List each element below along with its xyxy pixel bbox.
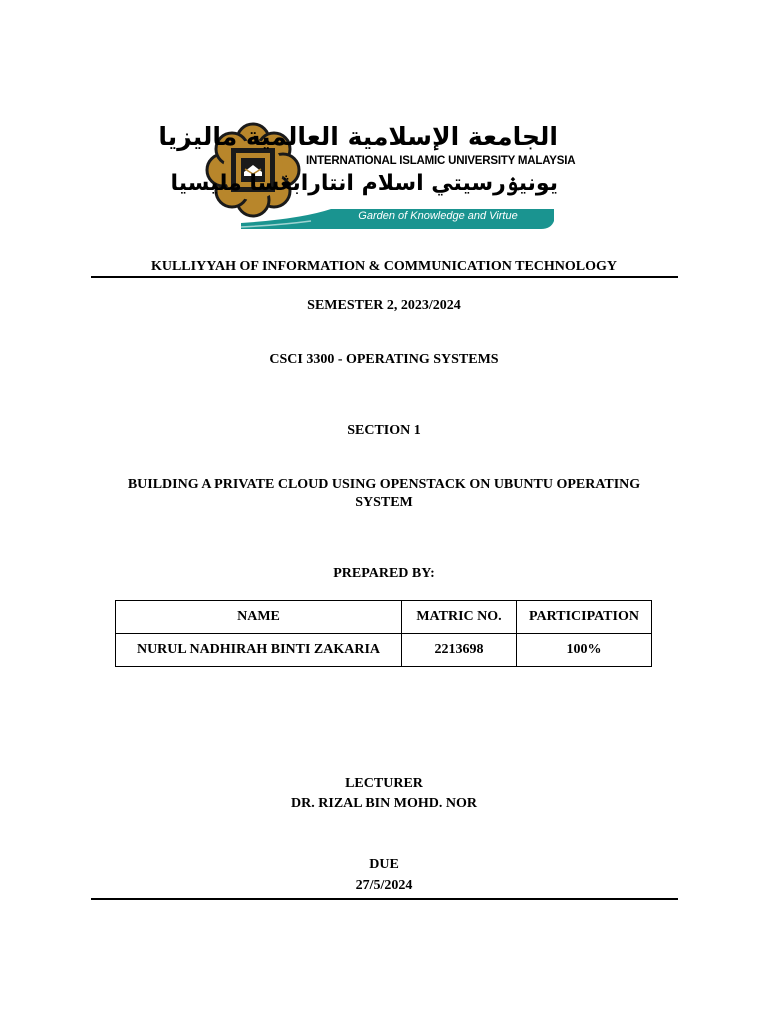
university-logo (158, 120, 576, 232)
column-header-participation: PARTICIPATION (517, 601, 652, 634)
top-divider (91, 276, 678, 278)
member-participation: 100% (517, 634, 652, 667)
member-matric: 2213698 (402, 634, 517, 667)
project-title-line-1: BUILDING A PRIVATE CLOUD USING OPENSTACK ON UBUNTU OPERATING (127, 477, 641, 492)
due-date: 27/5/2024 (355, 878, 413, 893)
column-header-matric: MATRIC NO. (402, 601, 517, 634)
table-row (116, 634, 652, 667)
logo-jawi-name: يونيۏرسيتي اسلام انتارابڠسا مليسيا (170, 171, 558, 196)
project-title-line-2: SYSTEM (355, 495, 413, 510)
logo-tagline: Garden of Knowledge and Virtue (358, 210, 518, 222)
member-name: NURUL NADHIRAH BINTI ZAKARIA (116, 634, 402, 667)
lecturer-name: DR. RIZAL BIN MOHD. NOR (291, 796, 477, 811)
members-table (115, 600, 652, 667)
table-header-row (116, 601, 652, 634)
prepared-by-label: PREPARED BY: (333, 566, 435, 581)
section-text: SECTION 1 (347, 423, 421, 438)
due-label: DUE (369, 857, 399, 872)
column-header-name: NAME (116, 601, 402, 634)
lecturer-label: LECTURER (345, 776, 423, 791)
course-text: CSCI 3300 - OPERATING SYSTEMS (269, 352, 499, 367)
semester-text: SEMESTER 2, 2023/2024 (307, 298, 461, 313)
logo-english-name: INTERNATIONAL ISLAMIC UNIVERSITY MALAYSIA (306, 155, 576, 167)
logo-arabic-name: الجامعة الإسلامية العالمية ماليزيا (158, 122, 558, 151)
bottom-divider (91, 898, 678, 900)
kulliyyah-heading: KULLIYYAH OF INFORMATION & COMMUNICATION TECHNOLOGY (150, 259, 618, 274)
